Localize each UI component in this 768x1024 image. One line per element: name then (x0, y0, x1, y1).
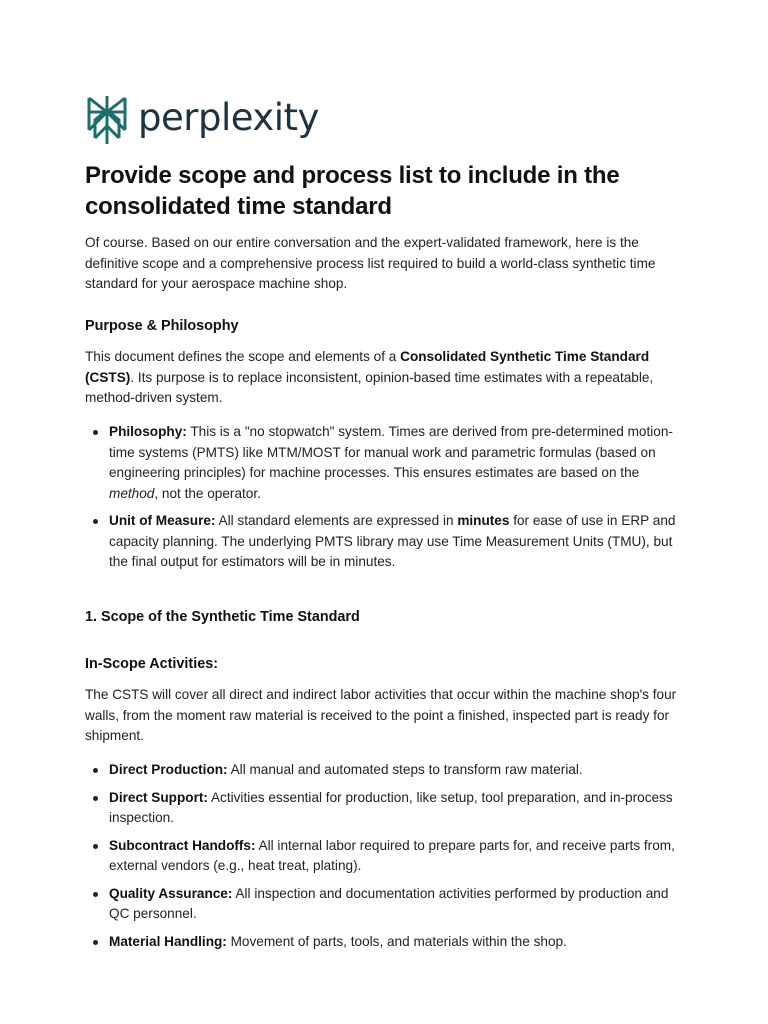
purpose-paragraph (85, 347, 685, 409)
perplexity-logo-icon (85, 94, 129, 146)
list-item (85, 511, 685, 573)
purpose-text-bold: Consolidated Synthetic Time Standard (CSTS) (85, 349, 650, 385)
bullet-dot (93, 768, 98, 773)
bullet-dot (93, 519, 98, 524)
bullet-text: All manual and automated steps to transform raw material. (227, 762, 583, 777)
list-item (85, 884, 685, 925)
bullet-text: All inspection and documentation activities performed by production and QC personnel. (109, 885, 669, 921)
bullet-label: Material Handling: (109, 933, 227, 949)
list-item (85, 760, 685, 781)
list-item (85, 788, 685, 829)
intro-paragraph: Of course. Based on our entire conversation and the expert-validated framework, here is the definitive scope and a comprehensive process list required to build a world-class synthetic time standard for your aerospace machine shop. (85, 235, 656, 291)
perplexity-logo (85, 93, 319, 147)
bullet-text: All standard elements are expressed in (215, 513, 458, 528)
bullet-bold: minutes (457, 513, 510, 528)
bullet-label: Direct Support: (109, 789, 208, 805)
purpose-bullet-list (85, 422, 685, 573)
in-scope-paragraph: The CSTS will cover all direct and indirect labor activities that occur within the machine shop's four walls, from the moment raw material is received to the point a finished, inspected part is ready for shipment. (85, 687, 677, 743)
in-scope-heading: In-Scope Activities: (85, 656, 219, 672)
purpose-heading: Purpose & Philosophy (85, 318, 239, 334)
bullet-text: All internal labor required to prepare parts for, and receive parts from, external vendors (e.g., heat treat, plating). (109, 837, 675, 873)
in-scope-bullet-list (85, 760, 685, 952)
bullet-text: for ease of use in ERP and capacity planning. The underlying PMTS library may use Time Measurement Units (TMU), but the final output for estimators will be in minutes. (109, 513, 676, 569)
bullet-dot (93, 940, 98, 945)
perplexity-wordmark: perplexity (138, 95, 319, 139)
bullet-dot (93, 892, 98, 897)
bullet-label: Unit of Measure: (109, 513, 216, 528)
bullet-text: This is a "no stopwatch" system. Times are derived from pre-determined motion-time systems (PMTS) like MTM/MOST for manual work and parametric formulas (based on engineering principles) for machine processes. This ensures estimates are based on the (109, 424, 673, 480)
purpose-text-before: This document defines the scope and elements of a (85, 349, 401, 364)
bullet-label: Subcontract Handoffs: (109, 837, 256, 853)
bullet-text: , not the operator. (154, 485, 261, 501)
scope-heading: 1. Scope of the Synthetic Time Standard (85, 609, 360, 625)
bullet-label: Quality Assurance: (109, 885, 233, 901)
bullet-label: Direct Production: (109, 762, 228, 777)
list-item (85, 932, 685, 953)
bullet-italic: method (109, 485, 155, 501)
purpose-text-after: . Its purpose is to replace inconsistent, opinion-based time estimates with a repeatable, method-driven system. (85, 369, 654, 405)
list-item (85, 836, 685, 877)
list-item (85, 422, 685, 504)
bullet-dot (93, 430, 98, 435)
bullet-text: Movement of parts, tools, and materials within the shop. (226, 933, 567, 949)
bullet-dot (93, 796, 98, 801)
bullet-label: Philosophy: (109, 424, 187, 439)
page-title: Provide scope and process list to include in the consolidated time standard (85, 162, 620, 220)
bullet-text: Activities essential for production, like setup, tool preparation, and in-process inspection. (109, 789, 673, 825)
bullet-dot (93, 844, 98, 849)
